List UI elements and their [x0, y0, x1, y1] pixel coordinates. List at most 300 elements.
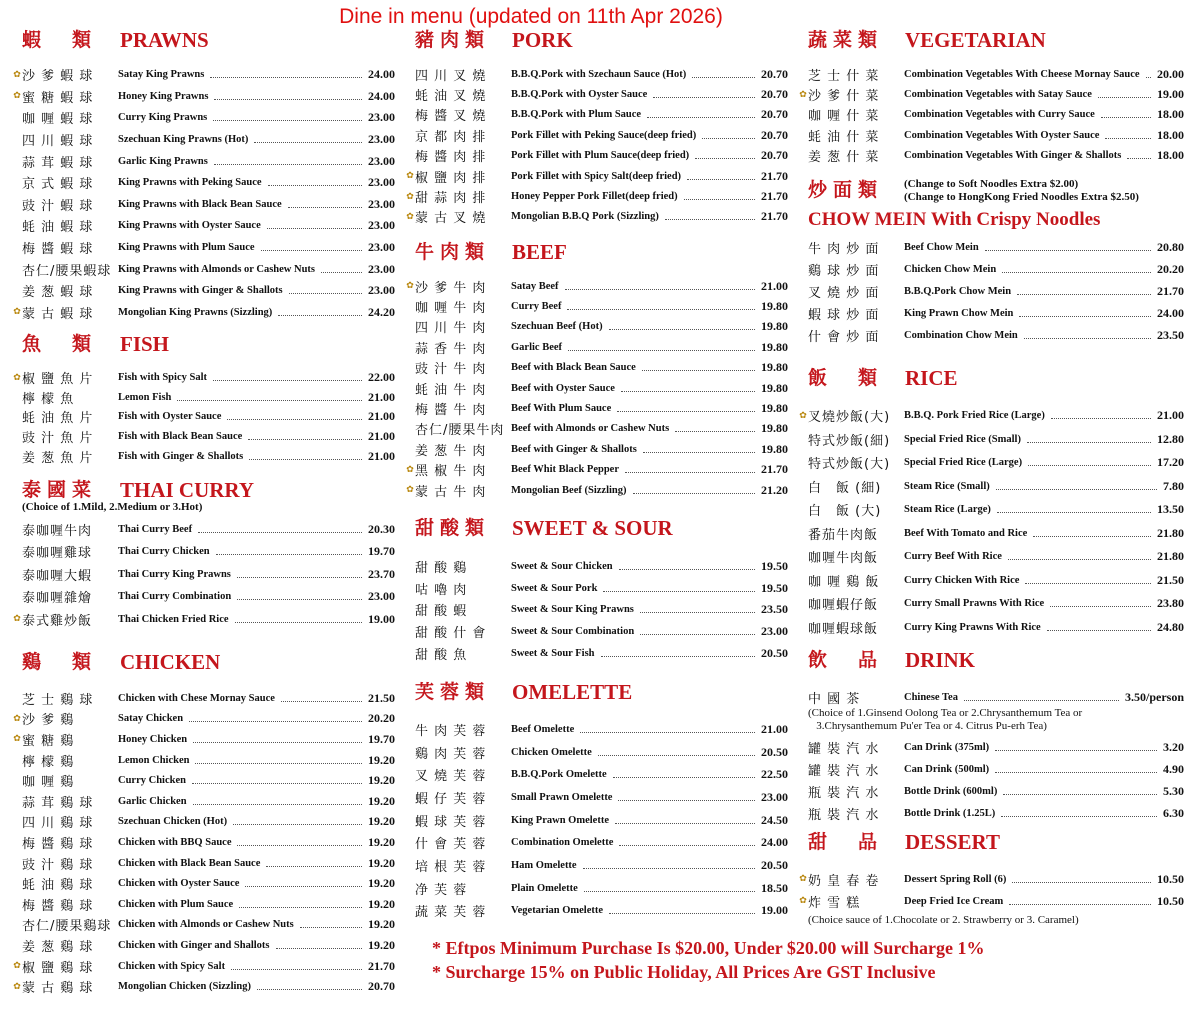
menu-item	[808, 736, 1184, 758]
leader-dots	[192, 783, 362, 784]
menu-item	[808, 146, 1184, 166]
item-name-en: Beef with Black Bean Sauce	[511, 362, 636, 374]
section-items	[799, 404, 1184, 639]
item-price: 20.80	[1157, 239, 1184, 254]
section-items	[808, 236, 1184, 347]
menu-item	[808, 64, 1184, 84]
item-price: 23.00	[368, 261, 395, 276]
item-price: 21.70	[761, 462, 788, 477]
leader-dots	[675, 431, 755, 432]
item-name-cn: 罐 裝 汽 水	[808, 763, 880, 779]
section-title-cn: 蝦 類	[22, 29, 98, 51]
item-name-cn: 檸 檬 魚	[22, 391, 75, 407]
leader-dots	[193, 742, 362, 743]
leader-dots	[1001, 816, 1157, 817]
item-price: 23.00	[761, 789, 788, 804]
chef-special-icon: ✿	[406, 485, 414, 496]
leader-dots	[276, 948, 362, 949]
item-price: 10.50	[1157, 893, 1184, 908]
menu-item	[13, 64, 395, 86]
leader-dots	[621, 391, 755, 392]
item-price: 21.50	[1157, 572, 1184, 587]
item-name-en: Pork Fillet with Plum Sauce(deep fried)	[511, 150, 690, 162]
leader-dots	[1028, 465, 1151, 466]
item-name-en: Vegetarian Omelette	[511, 905, 604, 917]
item-name-cn: 蚝 油 鷄 球	[22, 878, 94, 894]
item-price: 19.80	[761, 401, 788, 416]
item-name-cn: 咖 喱 什 菜	[808, 109, 880, 125]
item-name-cn: 咖喱蝦球飯	[808, 621, 879, 637]
menu-item	[22, 563, 395, 586]
menu-item	[22, 935, 395, 956]
leader-dots	[609, 329, 755, 330]
item-name-cn: 什 會 炒 面	[808, 330, 880, 346]
item-price: 10.50	[1157, 871, 1184, 886]
item-name-en: Combination Omelette	[511, 837, 614, 849]
item-name-en: Thai Chicken Fried Rice	[118, 613, 229, 625]
item-name-cn: 泰咖喱雞球	[22, 546, 93, 562]
item-name-en: Beef Whit Black Pepper	[511, 464, 620, 476]
item-name-en: Curry Small Prawns With Rice	[904, 598, 1045, 610]
item-price: 20.70	[761, 127, 788, 142]
leader-dots	[1025, 583, 1151, 584]
menu-item	[406, 480, 788, 500]
item-price: 22.50	[761, 767, 788, 782]
item-name-en: Chicken with Almonds or Cashew Nuts	[118, 919, 294, 931]
item-price: 21.00	[1157, 408, 1184, 423]
item-name-en: Small Prawn Omelette	[511, 791, 613, 803]
item-name-cn: 姜 葱 什 菜	[808, 150, 880, 166]
item-name-cn: 泰咖喱雜燴	[22, 591, 93, 607]
item-name-en: Ham Omelette	[511, 859, 577, 871]
item-name-en: Beef Omelette	[511, 723, 575, 735]
menu-item	[808, 125, 1184, 145]
menu-item	[415, 621, 788, 643]
item-name-cn: 蚝 油 什 菜	[808, 129, 880, 145]
leader-dots	[239, 907, 362, 908]
item-price: 19.20	[368, 793, 395, 808]
menu-item	[22, 541, 395, 564]
leader-dots	[633, 493, 756, 494]
menu-item	[415, 718, 788, 741]
item-name-cn: 咕 嚕 肉	[415, 582, 468, 598]
menu-item	[799, 84, 1184, 105]
page-title: Dine in menu (updated on 11th Apr 2026)	[339, 5, 723, 28]
item-price: 18.00	[1157, 148, 1184, 163]
item-name-en: Steam Rice (Small)	[904, 480, 990, 492]
menu-item	[22, 237, 395, 259]
item-name-cn: 梅 醬 叉 燒	[415, 109, 487, 125]
leader-dots	[567, 309, 755, 310]
chef-special-icon: ✿	[13, 69, 21, 80]
item-price: 23.00	[368, 218, 395, 233]
item-price: 19.80	[761, 360, 788, 375]
menu-item	[22, 446, 395, 466]
item-name-cn: 鷄 球 炒 面	[808, 263, 880, 279]
item-price: 6.30	[1163, 805, 1184, 820]
item-name-en: King Prawn Chow Mein	[904, 308, 1014, 320]
leader-dots	[640, 612, 755, 613]
item-name-en: King Prawn Omelette	[511, 814, 609, 826]
menu-item	[22, 518, 395, 541]
item-name-cn: 叉燒炒飯(大)	[808, 410, 891, 426]
leader-dots	[643, 452, 755, 453]
item-name-en: Beef with Ginger & Shallots	[511, 443, 637, 455]
leader-dots	[227, 419, 362, 420]
item-name-cn: 京 都 肉 排	[415, 129, 487, 145]
item-name-en: Chinese Tea	[904, 691, 958, 703]
menu-item	[13, 729, 395, 750]
item-name-cn: 特式炒飯(大)	[808, 457, 891, 473]
section-items	[799, 868, 1184, 912]
item-price: 20.70	[761, 66, 788, 81]
item-price: 24.00	[368, 88, 395, 103]
item-name-en: Curry King Prawns	[118, 112, 208, 124]
item-name-cn: 蒙 古 叉 燒	[415, 211, 487, 227]
item-name-cn: 椒 鹽 鷄 球	[22, 960, 94, 976]
section-items	[13, 518, 395, 631]
item-name-cn: 咖 喱 鷄	[22, 775, 75, 791]
item-name-cn: 黑 椒 牛 肉	[415, 464, 487, 480]
leader-dots	[237, 577, 362, 578]
item-price: 19.00	[1157, 87, 1184, 102]
item-name-cn: 芝 士 鷄 球	[22, 692, 94, 708]
item-name-cn: 梅 醬 肉 排	[415, 150, 487, 166]
item-price: 23.00	[368, 283, 395, 298]
item-price: 21.80	[1157, 525, 1184, 540]
item-name-en: Satay Beef	[511, 280, 559, 292]
leader-dots	[619, 845, 755, 846]
menu-item	[22, 812, 395, 833]
section-title-en: SWEET & SOUR	[512, 516, 673, 540]
chef-special-icon: ✿	[13, 91, 21, 102]
item-name-en: King Prawns with Black Bean Sauce	[118, 198, 282, 210]
menu-item	[808, 569, 1184, 593]
item-name-en: Lemon Fish	[118, 391, 172, 403]
menu-item	[22, 750, 395, 771]
item-name-en: Sweet & Sour Pork	[511, 582, 598, 594]
item-name-cn: 檸 檬 鷄	[22, 754, 75, 770]
menu-item	[22, 150, 395, 172]
item-price: 23.00	[368, 153, 395, 168]
item-name-en: Mongolian Chicken (Sizzling)	[118, 981, 252, 993]
section-title-cn: 炒面類	[808, 179, 884, 201]
menu-item	[415, 84, 788, 104]
item-name-cn: 四 川 叉 燒	[415, 68, 487, 84]
item-name-en: Garlic Chicken	[118, 795, 187, 807]
item-name-cn: 四 川 鷄 球	[22, 816, 94, 832]
item-name-en: B.B.Q.Pork Chow Mein	[904, 285, 1012, 297]
item-name-en: Deep Fried Ice Cream	[904, 895, 1004, 907]
item-price: 3.20	[1163, 739, 1184, 754]
leader-dots	[996, 489, 1157, 490]
item-price: 21.20	[761, 482, 788, 497]
item-name-cn: 牛 肉 芙 蓉	[415, 723, 487, 739]
menu-item	[808, 236, 1184, 258]
item-name-cn: 芝 士 什 菜	[808, 68, 880, 84]
item-name-en: Dessert Spring Roll (6)	[904, 873, 1007, 885]
item-name-en: Curry Beef	[511, 301, 562, 313]
item-name-cn: 豉 汁 魚 片	[22, 431, 94, 447]
item-name-en: Curry Chicken With Rice	[904, 574, 1020, 586]
leader-dots	[695, 158, 755, 159]
menu-item	[808, 451, 1184, 475]
item-name-cn: 蜜 糖 鷄	[22, 733, 75, 749]
leader-dots	[231, 969, 362, 970]
item-name-en: Beef With Tomato and Rice	[904, 527, 1028, 539]
item-name-cn: 叉 燒 芙 蓉	[415, 769, 487, 785]
item-name-cn: 泰式雞炒飯	[22, 613, 93, 629]
chef-special-icon: ✿	[406, 191, 414, 202]
section-subtitle: CHOW MEIN With Crispy Noodles	[808, 209, 1101, 230]
leader-dots	[288, 207, 362, 208]
leader-dots	[193, 804, 362, 805]
item-name-cn: 甜 酸 什 會	[415, 626, 487, 642]
menu-item	[22, 129, 395, 151]
item-name-cn: 蚝 油 叉 燒	[415, 89, 487, 105]
item-name-cn: 沙 爹 牛 肉	[415, 280, 487, 296]
chef-special-icon: ✿	[406, 211, 414, 222]
item-name-cn: 杏仁/腰果牛肉	[415, 423, 505, 439]
menu-item	[22, 194, 395, 216]
item-name-cn: 姜 葱 魚 片	[22, 450, 94, 466]
section-items	[406, 64, 788, 227]
item-name-en: Mongolian Beef (Sizzling)	[511, 484, 627, 496]
item-name-en: Thai Curry Chicken	[118, 546, 210, 558]
item-name-en: Sweet & Sour Combination	[511, 626, 635, 638]
item-price: 23.50	[761, 602, 788, 617]
chef-special-icon: ✿	[406, 281, 414, 292]
menu-item	[22, 407, 395, 427]
item-name-cn: 奶 皇 春 卷	[808, 873, 880, 889]
section-title-en: OMELETTE	[512, 680, 633, 704]
footer-note-eftpos: * Eftpos Minimum Purchase Is $20.00, Under $20.00 will Surcharge 1%	[432, 938, 985, 958]
item-name-cn: 姜 葱 蝦 球	[22, 285, 94, 301]
section-note: (Change to HongKong Fried Noodles Extra $2.50)	[904, 191, 1139, 203]
item-price: 19.50	[761, 559, 788, 574]
item-name-en: Beef With Plum Sauce	[511, 403, 612, 415]
item-name-en: B.B.Q.Pork Omelette	[511, 769, 607, 781]
leader-dots	[233, 824, 362, 825]
item-name-en: Chicken with BBQ Sauce	[118, 836, 232, 848]
item-name-en: King Prawns with Plum Sauce	[118, 242, 255, 254]
leader-dots	[248, 439, 362, 440]
section-items	[808, 736, 1184, 824]
item-name-en: Thai Curry Beef	[118, 523, 193, 535]
section-title-cn: 魚 類	[22, 333, 98, 355]
item-name-cn: 泰咖喱牛肉	[22, 523, 93, 539]
leader-dots	[237, 599, 362, 600]
section-items	[415, 718, 788, 922]
menu-item	[415, 125, 788, 145]
item-name-en: Bottle Drink (600ml)	[904, 785, 998, 797]
item-price: 19.80	[761, 421, 788, 436]
item-name-cn: 四 川 蝦 球	[22, 134, 94, 150]
menu-item	[415, 578, 788, 600]
item-name-cn: 蒜 茸 蝦 球	[22, 155, 94, 171]
menu-item	[22, 688, 395, 709]
leader-dots	[702, 138, 755, 139]
leader-dots	[1127, 158, 1151, 159]
leader-dots	[583, 868, 755, 869]
leader-dots	[1027, 442, 1151, 443]
item-price: 21.00	[368, 429, 395, 444]
section-title-en: THAI CURRY	[120, 478, 255, 502]
item-price: 3.50/person	[1124, 689, 1184, 704]
menu-item	[13, 976, 395, 997]
leader-dots	[235, 622, 362, 623]
section-note: (Choice of 1.Ginsend Oolong Tea or 2.Chrysanthemum Tea or 3.Chrysanthemum Pu'er Tea or 4. Citrus Pu-erh Tea)	[808, 707, 1083, 732]
item-price: 23.00	[368, 175, 395, 190]
item-name-cn: 梅 醬 鷄 球	[22, 836, 94, 852]
item-price: 19.20	[368, 752, 395, 767]
item-name-en: Curry King Prawns With Rice	[904, 621, 1041, 633]
leader-dots	[1050, 606, 1151, 607]
item-price: 21.70	[761, 189, 788, 204]
menu-item	[415, 317, 788, 337]
item-name-cn: 蒜 香 牛 肉	[415, 341, 487, 357]
item-price: 24.00	[761, 835, 788, 850]
item-price: 23.80	[1157, 596, 1184, 611]
item-name-en: Plain Omelette	[511, 882, 578, 894]
item-price: 7.80	[1163, 478, 1184, 493]
menu-item	[808, 303, 1184, 325]
item-name-en: Steam Rice (Large)	[904, 504, 991, 516]
menu-item	[808, 428, 1184, 452]
menu-item	[415, 642, 788, 664]
leader-dots	[321, 272, 362, 273]
section-title-en: BEEF	[512, 240, 567, 264]
leader-dots	[565, 289, 755, 290]
item-name-en: Honey Chicken	[118, 733, 188, 745]
item-name-cn: 甜 酸 蝦	[415, 604, 468, 620]
menu-item	[808, 325, 1184, 347]
section-items	[13, 368, 395, 466]
item-name-en: Chicken with Oyster Sauce	[118, 878, 240, 890]
leader-dots	[300, 927, 362, 928]
menu-item	[808, 498, 1184, 522]
section-title-cn: 牛肉類	[415, 241, 491, 263]
chef-special-icon: ✿	[799, 89, 807, 100]
item-name-cn: 蒙 古 鷄 球	[22, 981, 94, 997]
section-title-en: CHICKEN	[120, 650, 221, 674]
leader-dots	[684, 199, 755, 200]
footer-note-holiday: * Surcharge 15% on Public Holiday, All Prices Are GST Inclusive	[432, 962, 936, 982]
item-price: 21.70	[1157, 283, 1184, 298]
leader-dots	[289, 293, 362, 294]
item-name-en: Chicken with Chese Mornay Sauce	[118, 692, 275, 704]
item-price: 19.20	[368, 855, 395, 870]
section-title-cn: 飯 類	[808, 367, 884, 389]
item-price: 19.50	[761, 580, 788, 595]
leader-dots	[1009, 904, 1151, 905]
leader-dots	[665, 219, 755, 220]
menu-item	[22, 107, 395, 129]
item-name-cn: 蒙 古 牛 肉	[415, 484, 487, 500]
section-title-cn: 豬肉類	[415, 29, 491, 51]
leader-dots	[266, 866, 362, 867]
leader-dots	[997, 512, 1151, 513]
menu-item	[22, 427, 395, 447]
leader-dots	[642, 370, 755, 371]
menu-item	[415, 105, 788, 125]
item-name-en: Chicken Chow Mein	[904, 263, 997, 275]
menu-item	[13, 608, 395, 631]
leader-dots	[985, 250, 1151, 251]
chef-special-icon: ✿	[13, 734, 21, 745]
leader-dots	[618, 800, 755, 801]
item-name-en: Combination Vegetables With Ginger & Shallots	[904, 150, 1122, 162]
item-name-en: Curry Chicken	[118, 775, 186, 787]
item-name-en: Thai Curry Combination	[118, 591, 232, 603]
item-name-cn: 甜 蒜 肉 排	[415, 191, 487, 207]
item-price: 20.20	[1157, 261, 1184, 276]
menu-item	[808, 616, 1184, 640]
leader-dots	[598, 755, 755, 756]
chef-special-icon: ✿	[13, 307, 21, 318]
item-name-cn: 姜 葱 鷄 球	[22, 939, 94, 955]
leader-dots	[189, 721, 362, 722]
item-name-cn: 特式炒飯(細)	[808, 433, 891, 449]
item-name-en: Combination Chow Mein	[904, 330, 1018, 342]
item-name-cn: 牛 肉 炒 面	[808, 241, 880, 257]
item-price: 24.00	[368, 67, 395, 82]
section-items	[415, 556, 788, 664]
item-price: 19.20	[368, 937, 395, 952]
item-price: 21.50	[368, 690, 395, 705]
leader-dots	[254, 142, 362, 143]
item-name-cn: 梅 醬 蝦 球	[22, 242, 94, 258]
section-title-en: DESSERT	[905, 830, 1000, 854]
chef-special-icon: ✿	[13, 614, 21, 625]
section-title-en: PORK	[512, 28, 573, 52]
section-title-cn: 飲 品	[808, 649, 884, 671]
item-price: 4.90	[1163, 761, 1184, 776]
item-name-en: Fish with Spicy Salt	[118, 372, 207, 384]
leader-dots	[580, 732, 755, 733]
leader-dots	[268, 185, 362, 186]
section-title-en: FISH	[120, 332, 170, 356]
item-name-en: Honey Pepper Pork Fillet(deep fried)	[511, 191, 678, 203]
item-name-cn: 沙 爹 鷄	[22, 713, 75, 729]
item-price: 23.00	[761, 624, 788, 639]
item-price: 24.20	[368, 304, 395, 319]
item-price: 19.70	[368, 731, 395, 746]
item-name-en: Combination Vegetables with Satay Sauce	[904, 89, 1092, 101]
menu-item	[415, 296, 788, 316]
menu-item	[22, 791, 395, 812]
item-price: 19.70	[368, 544, 395, 559]
leader-dots	[1105, 138, 1151, 139]
leader-dots	[214, 99, 362, 100]
leader-dots	[619, 569, 755, 570]
item-name-cn: 梅 醬 鷄 球	[22, 898, 94, 914]
item-price: 18.00	[1157, 127, 1184, 142]
item-name-cn: 京 式 蝦 球	[22, 177, 94, 193]
leader-dots	[615, 823, 755, 824]
item-name-en: Lemon Chicken	[118, 754, 190, 766]
leader-dots	[568, 350, 755, 351]
menu-item	[22, 172, 395, 194]
leader-dots	[210, 77, 362, 78]
item-price: 20.00	[1157, 66, 1184, 81]
item-name-en: Special Fried Rice (Small)	[904, 433, 1021, 445]
item-name-cn: 蝦 球 炒 面	[808, 308, 880, 324]
menu-item	[406, 276, 788, 296]
item-name-en: Chicken with Black Bean Sauce	[118, 857, 261, 869]
item-name-cn: 蜜 糖 蝦 球	[22, 90, 94, 106]
menu-item	[415, 358, 788, 378]
